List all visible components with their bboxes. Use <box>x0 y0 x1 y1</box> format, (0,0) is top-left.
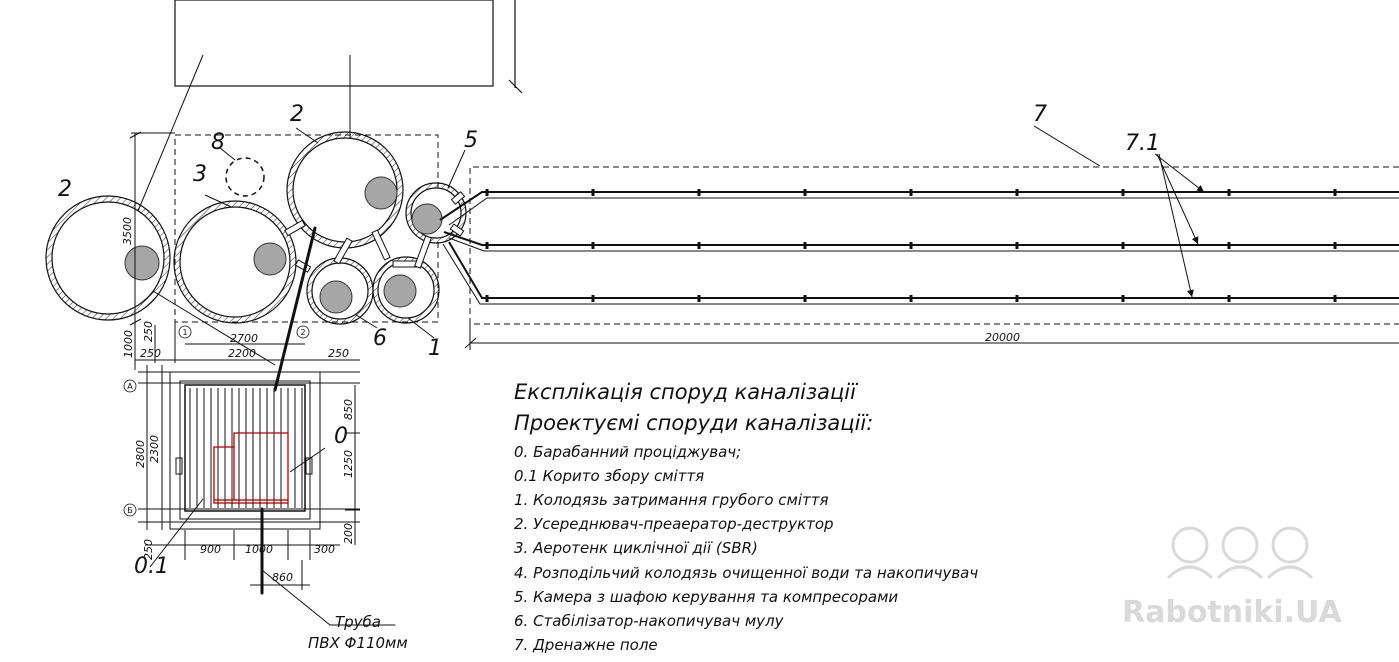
dim-900: 900 <box>200 543 221 556</box>
pipes-7-1-arrows <box>1155 154 1204 297</box>
label-tank-6: 6 <box>373 326 387 351</box>
tank-2-top <box>287 132 403 248</box>
dim-3500: 3500 <box>121 217 134 245</box>
legend-item: 5. Камера з шафою керування та компресорами <box>514 588 899 606</box>
legend-item: 7. Дренажне поле <box>514 636 658 654</box>
pump-icon <box>412 204 442 234</box>
pump-icon <box>320 281 352 313</box>
label-field-7: 7 <box>1033 102 1047 127</box>
label-tank-2-left: 2 <box>58 177 72 202</box>
legend-item: 0.1 Корито збору сміття <box>514 467 705 485</box>
legend-item: 2. Усереднювач-преаератор-деструктор <box>514 515 834 533</box>
drum-screen-plan <box>170 372 320 529</box>
legend-item: 1. Колодязь затримання грубого сміття <box>514 491 829 509</box>
label-tank-1: 1 <box>428 336 442 361</box>
legend-item: 3. Аеротенк циклічної дії (SBR) <box>514 539 758 557</box>
dim-2700: 2700 <box>230 332 258 345</box>
dim-300: 300 <box>314 543 335 556</box>
dim-850: 850 <box>342 399 355 420</box>
drainage-pipes <box>440 192 1399 304</box>
legend-title: Експлікація споруд каналізації <box>514 380 856 404</box>
unit-dimension-lines <box>138 365 360 590</box>
dim-200: 200 <box>342 523 355 544</box>
pump-icon <box>125 246 159 280</box>
tank-3 <box>174 201 296 323</box>
dim-250-d: 250 <box>142 539 155 560</box>
tank-6 <box>307 258 373 324</box>
pump-icon <box>384 275 416 307</box>
tank-2-left <box>46 196 170 320</box>
dim-250-c: 250 <box>328 347 349 360</box>
label-tank-8: 8 <box>211 130 225 155</box>
dim-1000-v: 1000 <box>122 330 135 358</box>
pipe-note-line2: ПВХ Φ110мм <box>308 634 408 652</box>
legend-subtitle: Проектуємі споруди каналізації: <box>514 411 874 435</box>
label-pipes-7-1: 7.1 <box>1125 131 1160 156</box>
tank-8 <box>226 158 264 196</box>
axis-2: 2 <box>300 328 306 337</box>
dim-250-b: 250 <box>140 347 161 360</box>
label-tank-3: 3 <box>193 162 207 187</box>
label-unit-0-1: 0.1 <box>134 554 169 579</box>
dim-1250: 1250 <box>342 450 355 478</box>
watermark-text: Rabotniki.UA <box>1122 595 1342 630</box>
dim-2800: 2800 <box>134 440 147 468</box>
legend-item: 4. Розподільчий колодязь очищенної води та накопичувач <box>514 564 979 582</box>
legend-item: 6. Стабілізатор-накопичувач мулу <box>514 612 784 630</box>
dim-20000: 20000 <box>985 331 1020 344</box>
label-unit-0: 0 <box>334 424 348 449</box>
dim-1000-h: 1000 <box>245 543 273 556</box>
building-outline <box>175 0 522 93</box>
pump-icon <box>365 177 397 209</box>
screen-slats <box>190 388 302 508</box>
axis-a: A <box>127 382 133 391</box>
dim-250-a: 250 <box>142 321 155 342</box>
axis-1: 1 <box>182 328 188 337</box>
axis-b: Б <box>127 506 133 515</box>
dim-860: 860 <box>272 571 293 584</box>
dim-2200: 2200 <box>228 347 256 360</box>
pump-icon <box>254 243 286 275</box>
dim-2300: 2300 <box>148 435 161 463</box>
label-tank-5: 5 <box>464 128 478 153</box>
legend-item: 0. Барабанний проціджувач; <box>514 443 742 461</box>
label-tank-2-top: 2 <box>290 102 304 127</box>
pipe-note-line1: Труба <box>335 613 382 631</box>
watermark-logo <box>1168 528 1312 578</box>
